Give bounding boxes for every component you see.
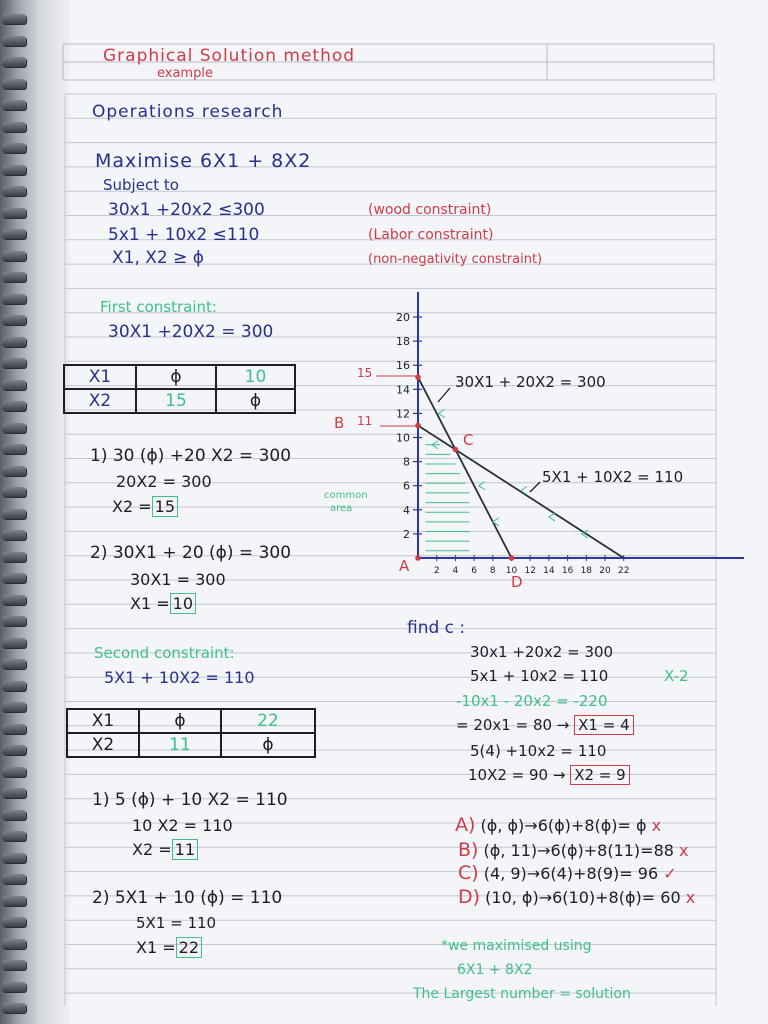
table-cell: X1 [64, 365, 136, 389]
eval-mark: x [679, 841, 689, 860]
table-cell: 15 [136, 389, 216, 413]
conclusion-line3: The Largest number = solution [413, 986, 631, 1002]
evaluation-row [455, 814, 661, 836]
line1-label: 30X1 + 20X2 = 300 [455, 373, 606, 391]
y-tick-label: 6 [403, 479, 410, 493]
feasible-direction-mark [479, 482, 485, 490]
vertex-point [415, 374, 421, 380]
y-tick-label: 14 [396, 383, 410, 397]
boxed-result: 10 [170, 593, 196, 614]
find-c-eq2-note: X-2 [664, 667, 689, 685]
conclusion-line2: 6X1 + 8X2 [457, 962, 533, 978]
find-c-eq1: 30x1 +20x2 = 300 [470, 643, 614, 661]
eval-label: C) [458, 862, 479, 884]
constraint-nonneg-note: (non-negativity constraint) [368, 252, 543, 267]
x-tick-label: 10 [505, 566, 518, 576]
y-tick-label: 8 [403, 455, 410, 469]
y-tick-label: 20 [396, 311, 410, 324]
eval-label: D) [458, 886, 481, 908]
find-c-eq3: -10x1 - 20x2 = -220 [456, 692, 608, 710]
objective-function: Maximise 6X1 + 8X2 [95, 150, 312, 172]
find-c-heading: find c : [407, 618, 466, 638]
table-cell: X2 [64, 389, 136, 413]
feasible-direction-mark [439, 409, 445, 417]
constraint-wood: 30x1 +20x2 ≤300 [108, 200, 265, 220]
vertex-point [453, 447, 459, 453]
eval-expr: (10, ϕ)→6(10)+8(ϕ)= 60 [485, 888, 681, 907]
point-d-label: D [511, 573, 523, 591]
common-area-label-2: area [330, 503, 353, 514]
line2-label: 5X1 + 10X2 = 110 [542, 468, 684, 486]
x-tick-label: 14 [543, 566, 555, 576]
constraint-labor: 5x1 + 10x2 ≤110 [108, 225, 260, 245]
common-area-label: common [324, 490, 368, 501]
result-lhs: X1 = [136, 938, 176, 957]
x-tick-label: 8 [489, 566, 496, 576]
line2-pointer [530, 482, 540, 492]
table-cell: X2 [67, 733, 139, 757]
mark-11-label: 11 [357, 414, 373, 428]
boxed-result: 11 [172, 839, 198, 860]
first-constraint-heading: First constraint: [100, 298, 217, 316]
y-tick-label: 12 [396, 407, 410, 421]
x-tick-label: 18 [580, 566, 593, 576]
second-step2-line2: 5X1 = 110 [136, 914, 217, 932]
evaluation-row [458, 886, 695, 908]
conclusion-line1: *we maximised using [441, 938, 592, 954]
table-cell: ϕ [221, 733, 315, 757]
second-step2-line1: 2) 5X1 + 10 (ϕ) = 110 [92, 888, 283, 908]
first-step2-line2: 30X1 = 300 [130, 570, 226, 589]
eval-mark: x [651, 816, 662, 835]
eval-expr: (4, 9)→6(4)+8(9)= 96 [483, 864, 659, 883]
find-c-eq2: 5x1 + 10x2 = 110 [470, 667, 609, 685]
evaluation-row [458, 839, 689, 861]
table-cell: 22 [221, 709, 315, 733]
second-step1-line2: 10 X2 = 110 [132, 816, 233, 835]
eval-label: A) [455, 814, 476, 836]
y-tick-label: 16 [396, 359, 410, 373]
x-tick-label: 4 [452, 566, 459, 576]
table-cell: ϕ [216, 389, 295, 413]
first-step1-line1: 1) 30 (ϕ) +20 X2 = 300 [90, 446, 292, 466]
subject-to-label: Subject to [103, 176, 179, 194]
result-lhs: X2 = [112, 497, 152, 516]
vertex-point [415, 555, 421, 561]
subject-title: Operations research [92, 102, 284, 122]
find-c-eq5: 5(4) +10x2 = 110 [470, 742, 607, 760]
line1-pointer [438, 388, 450, 402]
constraint-wood-note: (wood constraint) [368, 202, 492, 218]
x2-result-box: X2 = 9 [570, 765, 629, 785]
point-b-label: B [334, 414, 345, 432]
point-a-label: A [399, 557, 410, 575]
result-lhs: X2 = [132, 840, 172, 859]
eval-expr: (ϕ, ϕ)→6(ϕ)+8(ϕ)= ϕ [480, 816, 647, 835]
x-tick-label: 2 [433, 566, 440, 576]
second-constraint-heading: Second constraint: [94, 644, 235, 662]
boxed-result: 15 [152, 496, 178, 517]
x-tick-label: 16 [561, 566, 574, 576]
x-tick-label: 20 [599, 566, 611, 576]
point-c-label: C [463, 431, 474, 449]
mark-15-label: 15 [357, 366, 373, 380]
eq4-text: = 20x1 = 80 → [456, 716, 570, 734]
eval-mark: ✓ [663, 864, 677, 883]
table-cell: ϕ [139, 709, 221, 733]
table-cell: ϕ [136, 365, 216, 389]
vertex-point [509, 555, 515, 561]
constraint-line-1 [418, 377, 512, 558]
first-step2-line1: 2) 30X1 + 20 (ϕ) = 300 [90, 543, 292, 563]
page-subtitle: example [157, 66, 213, 81]
page-title: Graphical Solution method [103, 46, 356, 66]
constraint-nonneg: X1, X2 ≥ ϕ [112, 248, 204, 268]
find-c-eq4 [456, 716, 634, 734]
y-tick-label: 2 [403, 527, 410, 541]
eq6-text: 10X2 = 90 → [468, 766, 566, 784]
vertex-point [415, 423, 421, 429]
feasible-direction-mark [549, 513, 555, 521]
x1-result-box: X1 = 4 [574, 715, 633, 735]
eval-label: B) [458, 839, 479, 861]
eval-expr: (ϕ, 11)→6(ϕ)+8(11)=88 [483, 841, 674, 860]
second-step1-line1: 1) 5 (ϕ) + 10 X2 = 110 [92, 790, 288, 810]
eval-mark: x [685, 888, 696, 907]
find-c-eq6 [468, 766, 630, 784]
x-tick-label: 12 [524, 566, 536, 576]
table-cell: 10 [216, 365, 295, 389]
constraint-line-2 [418, 425, 624, 558]
y-tick-label: 4 [403, 503, 410, 517]
evaluation-row [458, 862, 677, 884]
result-lhs: X1 = [130, 594, 170, 613]
constraint-labor-note: (Labor constraint) [368, 227, 494, 243]
y-tick-label: 18 [396, 335, 410, 349]
second-constraint-equation: 5X1 + 10X2 = 110 [104, 668, 255, 687]
y-tick-label: 10 [396, 431, 410, 445]
table-cell: 11 [139, 733, 221, 757]
table-cell: X1 [67, 709, 139, 733]
first-constraint-equation: 30X1 +20X2 = 300 [108, 322, 274, 342]
first-step1-line2: 20X2 = 300 [116, 472, 212, 491]
x-tick-label: 22 [617, 566, 630, 576]
x-tick-label: 6 [471, 566, 477, 576]
boxed-result: 22 [176, 937, 202, 958]
